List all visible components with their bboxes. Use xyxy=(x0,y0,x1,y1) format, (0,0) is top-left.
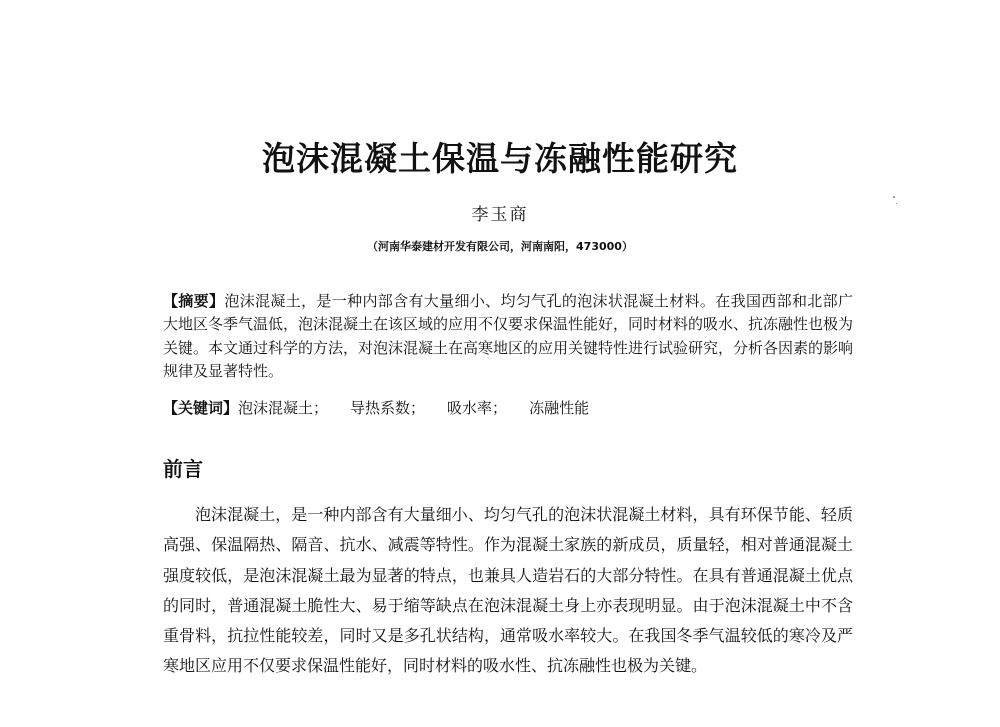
body-paragraph: 泡沫混凝土，是一种内部含有大量细小、均匀气孔的泡沫状混凝土材料，具有环保节能、轻质高强、保温隔热、隔音、抗水、减震等特性。作为混凝土家族的新成员，质量轻，相对普通混凝土强度较低，是泡沫混凝土最为显著的特点，也兼具人造岩石的大部分特性。在具有普通混凝土优点的同时，普通混凝土脆性大、易于缩等缺点在泡沫混凝土身上亦表现明显。由于泡沫混凝土中不含重骨料，抗拉性能较差，同时又是多孔状结构，通常吸水率较大。在我国冬季气温较低的寒冷及严寒地区应用不仅要求保温性能好，同时材料的吸水性、抗冻融性也极为关键。 xyxy=(163,505,853,676)
author-affiliation: （河南华泰建材开发有限公司，河南南阳，473000） xyxy=(367,240,633,253)
keywords-label: 【关键词】 xyxy=(163,399,239,417)
scan-speck xyxy=(893,196,895,198)
keywords xyxy=(163,397,853,420)
keyword-item: 泡沫混凝土； xyxy=(238,399,329,417)
abstract xyxy=(163,290,853,383)
paper-title: 泡沫混凝土保温与冻融性能研究 xyxy=(262,139,738,178)
section-heading: 前言 xyxy=(163,457,203,481)
author-name: 李玉商 xyxy=(471,205,529,225)
abstract-text: 泡沫混凝土，是一种内部含有大量细小、均匀气孔的泡沫状混凝土材料。在我国西部和北部广大地区冬季气温低，泡沫混凝土在该区域的应用不仅要求保温性能好，同时材料的吸水、抗冻融性也极为关键。本文通过科学的方法，对泡沫混凝土在高寒地区的应用关键特性进行试验研究，分析各因素的影响规律及显著特性。 xyxy=(163,292,854,380)
scan-speck xyxy=(896,203,897,204)
keyword-item: 导热系数； xyxy=(350,399,426,417)
keyword-item: 冻融性能 xyxy=(529,399,590,417)
keyword-item: 吸水率； xyxy=(447,399,508,417)
abstract-label: 【摘要】 xyxy=(163,292,225,310)
